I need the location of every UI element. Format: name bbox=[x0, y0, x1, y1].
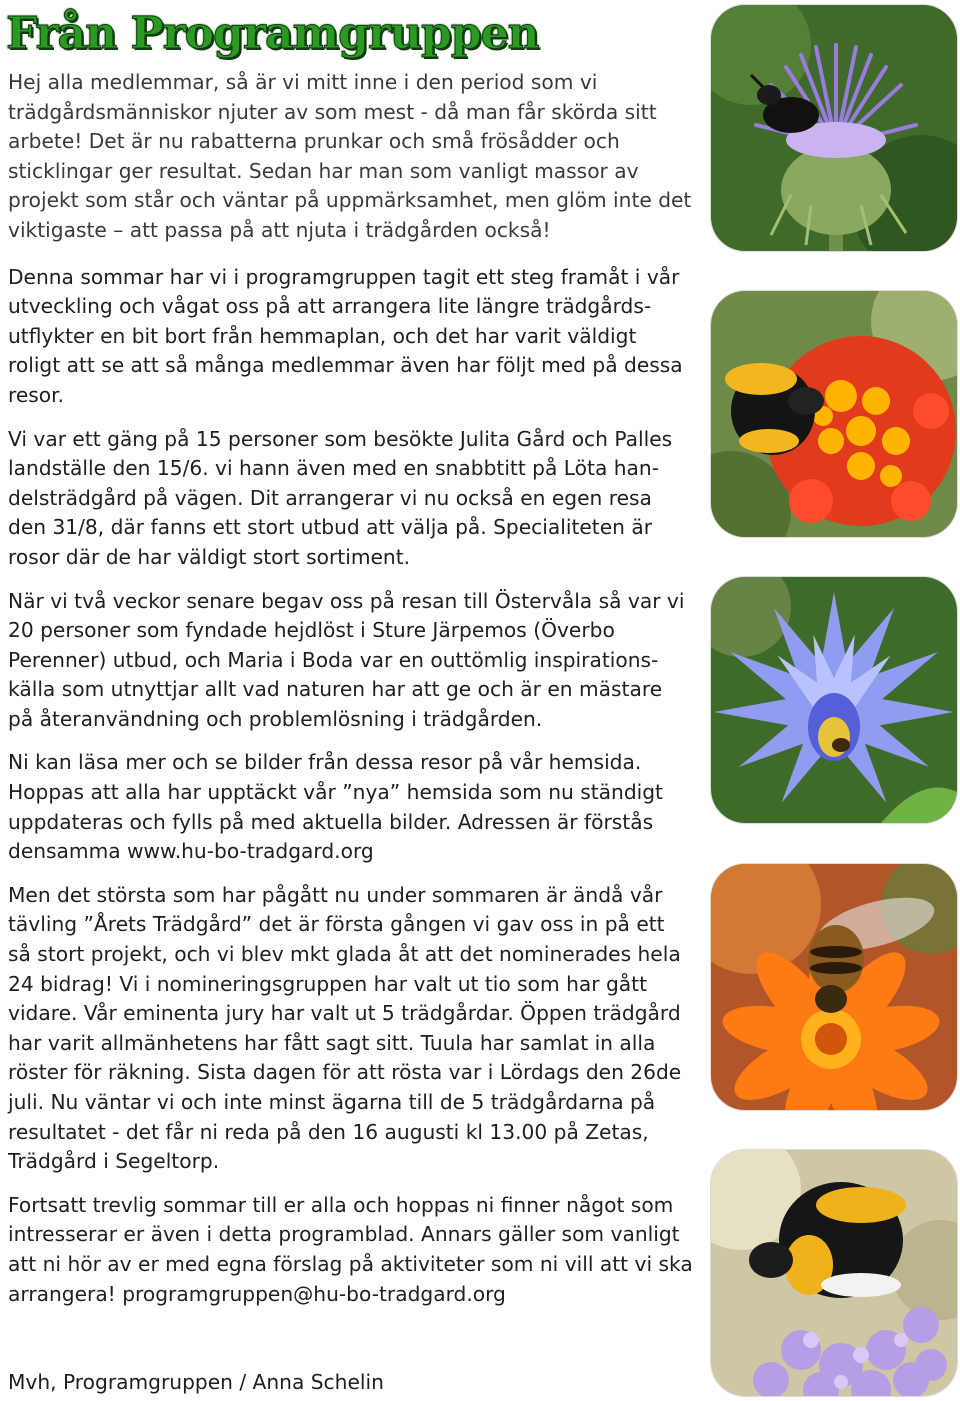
blue-waterlily-photo bbox=[711, 577, 957, 823]
lantana-with-bumblebee-photo bbox=[711, 291, 957, 537]
signature: Mvh, Programgruppen / Anna Schelin bbox=[8, 1370, 384, 1394]
paragraph-closing: Fortsatt trevlig sommar till er alla och hoppas ni finner något som intresserar er även i detta programblad. Annars gäller som vanligt att ni hör av er med egna förslag på aktiviteter som ni vill att vi ska arrangera! programgruppen@hu-bo-tradgard.org bbox=[8, 1192, 693, 1306]
orange-flower-with-honeybee-photo bbox=[711, 864, 957, 1110]
paragraph-intro: Hej alla medlemmar, så är vi mitt inne i den period som vi trädgårdsmänniskor njuter av som mest - då man får skörda sitt arbete! Det är nu rabatterna prunkar och små frösådder och sticklingar ger resultat. Sedan har man som vanligt massor av projekt som står och väntar på uppmärksamhet, men glöm inte det viktigaste – att passa på att njuta i trädgården också! bbox=[8, 70, 692, 242]
paragraph-ostervala-trip: När vi två veckor senare begav oss på resan till Östervåla så var vi 20 personer som fyndade hejdlöst i Sture Järpemos (Överbo Perenner) utbud, och Maria i Boda var en outtömlig inspirations-källa som utnyttjar allt vad naturen har att ge och är en mästare på återanvändning och problemlösning i trädgården. bbox=[8, 588, 685, 731]
page-title: Från Programgruppen bbox=[6, 8, 539, 59]
paragraph-julita-trip: Vi var ett gäng på 15 personer som besökte Julita Gård och Palles landställe den 15/6. vi hann även med en snabbtitt på Löta han-delsträdgård på vägen. Dit arrangerar vi nu också en egen resa den 31/8, där fanns ett stort utbud att välja på. Specialiteten är rosor där de har väldigt stort sortiment. bbox=[8, 426, 673, 569]
paragraph-excursions: Denna sommar har vi i programgruppen tagit ett steg framåt i vår utveckling och vågat oss på att arrangera lite längre trädgårds-utflykter en bit bort från hemmaplan, och det har varit väldigt roligt att se att så många medlemmar även har följt med på dessa resor. bbox=[8, 264, 683, 407]
article-body bbox=[8, 68, 693, 1323]
paragraph-competition: Men det största som har pågått nu under sommaren är ändå vår tävling ”Årets Trädgård” det är första gången vi gav oss in på ett så stort projekt, och vi blev mkt glada åt att det nominerades hela 24 bidrag! Vi i nomineringsgruppen har valt ut tio som har gått vidare. Vår eminenta jury har valt ut 5 trädgårdar. Öppen trädgård har varit allmänhetens har fått sagt sitt. Tuula har samlat in alla röster för räkning. Sista dagen för att rösta var i Lördags den 26de juli. Nu väntar vi och inte minst ägarna till de 5 trädgårdarna på resultatet - det får ni reda på den 16 augusti kl 13.00 på Zetas, Trädgård i Segeltorp. bbox=[8, 882, 682, 1174]
lilac-flowers-with-bumblebee-photo bbox=[711, 1150, 957, 1396]
paragraph-website: Ni kan läsa mer och se bilder från dessa resor på vår hemsida. Hoppas att alla har upptäckt vår ”nya” hemsida som nu ständigt uppdateras och fylls på med aktuella bilder. Adressen är förstås densamma www.hu-bo-tradgard.org bbox=[8, 750, 663, 864]
thistle-with-bumblebee-photo bbox=[711, 5, 957, 251]
